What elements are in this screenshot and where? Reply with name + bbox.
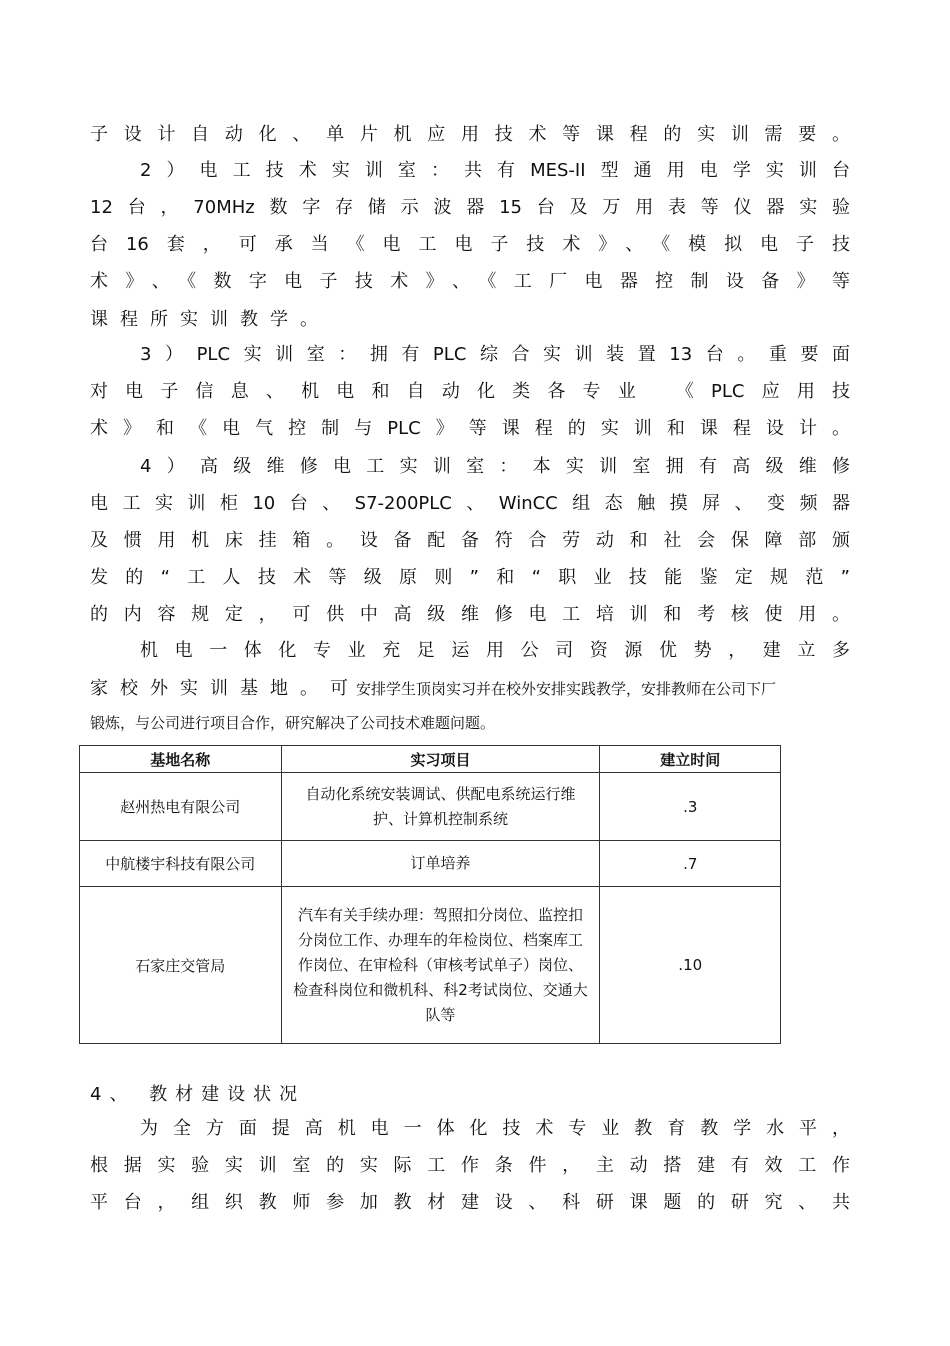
- paragraph-line: 机电一体化专业充足运用公司资源优势，建立多: [140, 640, 850, 661]
- section-heading: 4、 教材建设状况: [90, 1084, 306, 1105]
- table-row: [80, 773, 781, 841]
- paragraph-line: 术》、《数字电子技术》、《工厂电器控制设备》等: [90, 271, 850, 292]
- paragraph-line: 锻炼，与公司进行项目合作，研究解决了公司技术难题问题。: [90, 714, 496, 732]
- paragraph-line: 发的“工人技术等级原则”和“职业技能鉴定规范”: [90, 567, 850, 588]
- paragraph-line: 4）高级维修电工实训室：本实训室拥有高级维修: [140, 456, 850, 477]
- paragraph-line: 根据实验实训室的实际工作条件，主动搭建有效工作: [90, 1155, 850, 1176]
- paragraph-line: 平台，组织教师参加教材建设、科研课题的研究、共: [90, 1192, 850, 1213]
- paragraph-line: 为全方面提高机电一体化技术专业教育教学水平，: [140, 1118, 850, 1139]
- base-name-cell: 赵州热电有限公司: [80, 773, 282, 841]
- table-header: 实习项目: [281, 746, 600, 773]
- paragraph-line: 子设计自动化、单片机应用技术等课程的实训需要。: [90, 124, 850, 145]
- paragraph-line: 3）PLC实训室：拥有PLC综合实训装置13台。重要面: [140, 344, 850, 365]
- paragraph-line: 2）电工技术实训室：共有MES-II型通用电学实训台: [140, 160, 850, 181]
- table-header-row: [80, 746, 781, 773]
- project-cell: 汽车有关手续办理：驾照扣分岗位、监控扣分岗位工作、办理车的年检岗位、档案库工作岗位、在审检科（审核考试单子）岗位、检查科岗位和微机科、科2考试岗位、交通大队等: [281, 887, 600, 1044]
- paragraph-line: 电工实训柜10台、S7-200PLC、WinCC组态触摸屏、变频器: [90, 493, 850, 514]
- paragraph-line: 家校外实训基地。可: [90, 678, 360, 699]
- table-header: 建立时间: [600, 746, 781, 773]
- table-row: [80, 841, 781, 887]
- paragraph-line: 台16套，可承当《电工电子技术》、《模拟电子技: [90, 234, 850, 255]
- paragraph-line: 及惯用机床挂箱。设备配备符合劳动和社会保障部颁: [90, 530, 850, 551]
- paragraph-line: 课程所实训教学。: [90, 309, 330, 330]
- paragraph-line: 术》和《电气控制与PLC》等课程的实训和课程设计。: [90, 418, 850, 439]
- paragraph-line: 12台，70MHz数字存储示波器15台及万用表等仪器实验: [90, 197, 850, 218]
- project-cell: 自动化系统安装调试、供配电系统运行维护、计算机控制系统: [281, 773, 600, 841]
- base-name-cell: 中航楼宇科技有限公司: [80, 841, 282, 887]
- date-cell: .7: [600, 841, 781, 887]
- paragraph-line: 对电子信息、机电和自动化类各专业 《PLC应用技: [90, 381, 850, 402]
- date-cell: .10: [600, 887, 781, 1044]
- paragraph-line: 的内容规定，可供中高级维修电工培训和考核使用。: [90, 604, 850, 625]
- table-header: 基地名称: [80, 746, 282, 773]
- project-cell: 订单培养: [281, 841, 600, 887]
- training-base-table: [79, 745, 781, 1044]
- paragraph-line: 安排学生顶岗实习并在校外安排实践教学，安排教师在公司下厂: [356, 680, 777, 698]
- date-cell: .3: [600, 773, 781, 841]
- base-name-cell: 石家庄交管局: [80, 887, 282, 1044]
- table-row: [80, 887, 781, 1044]
